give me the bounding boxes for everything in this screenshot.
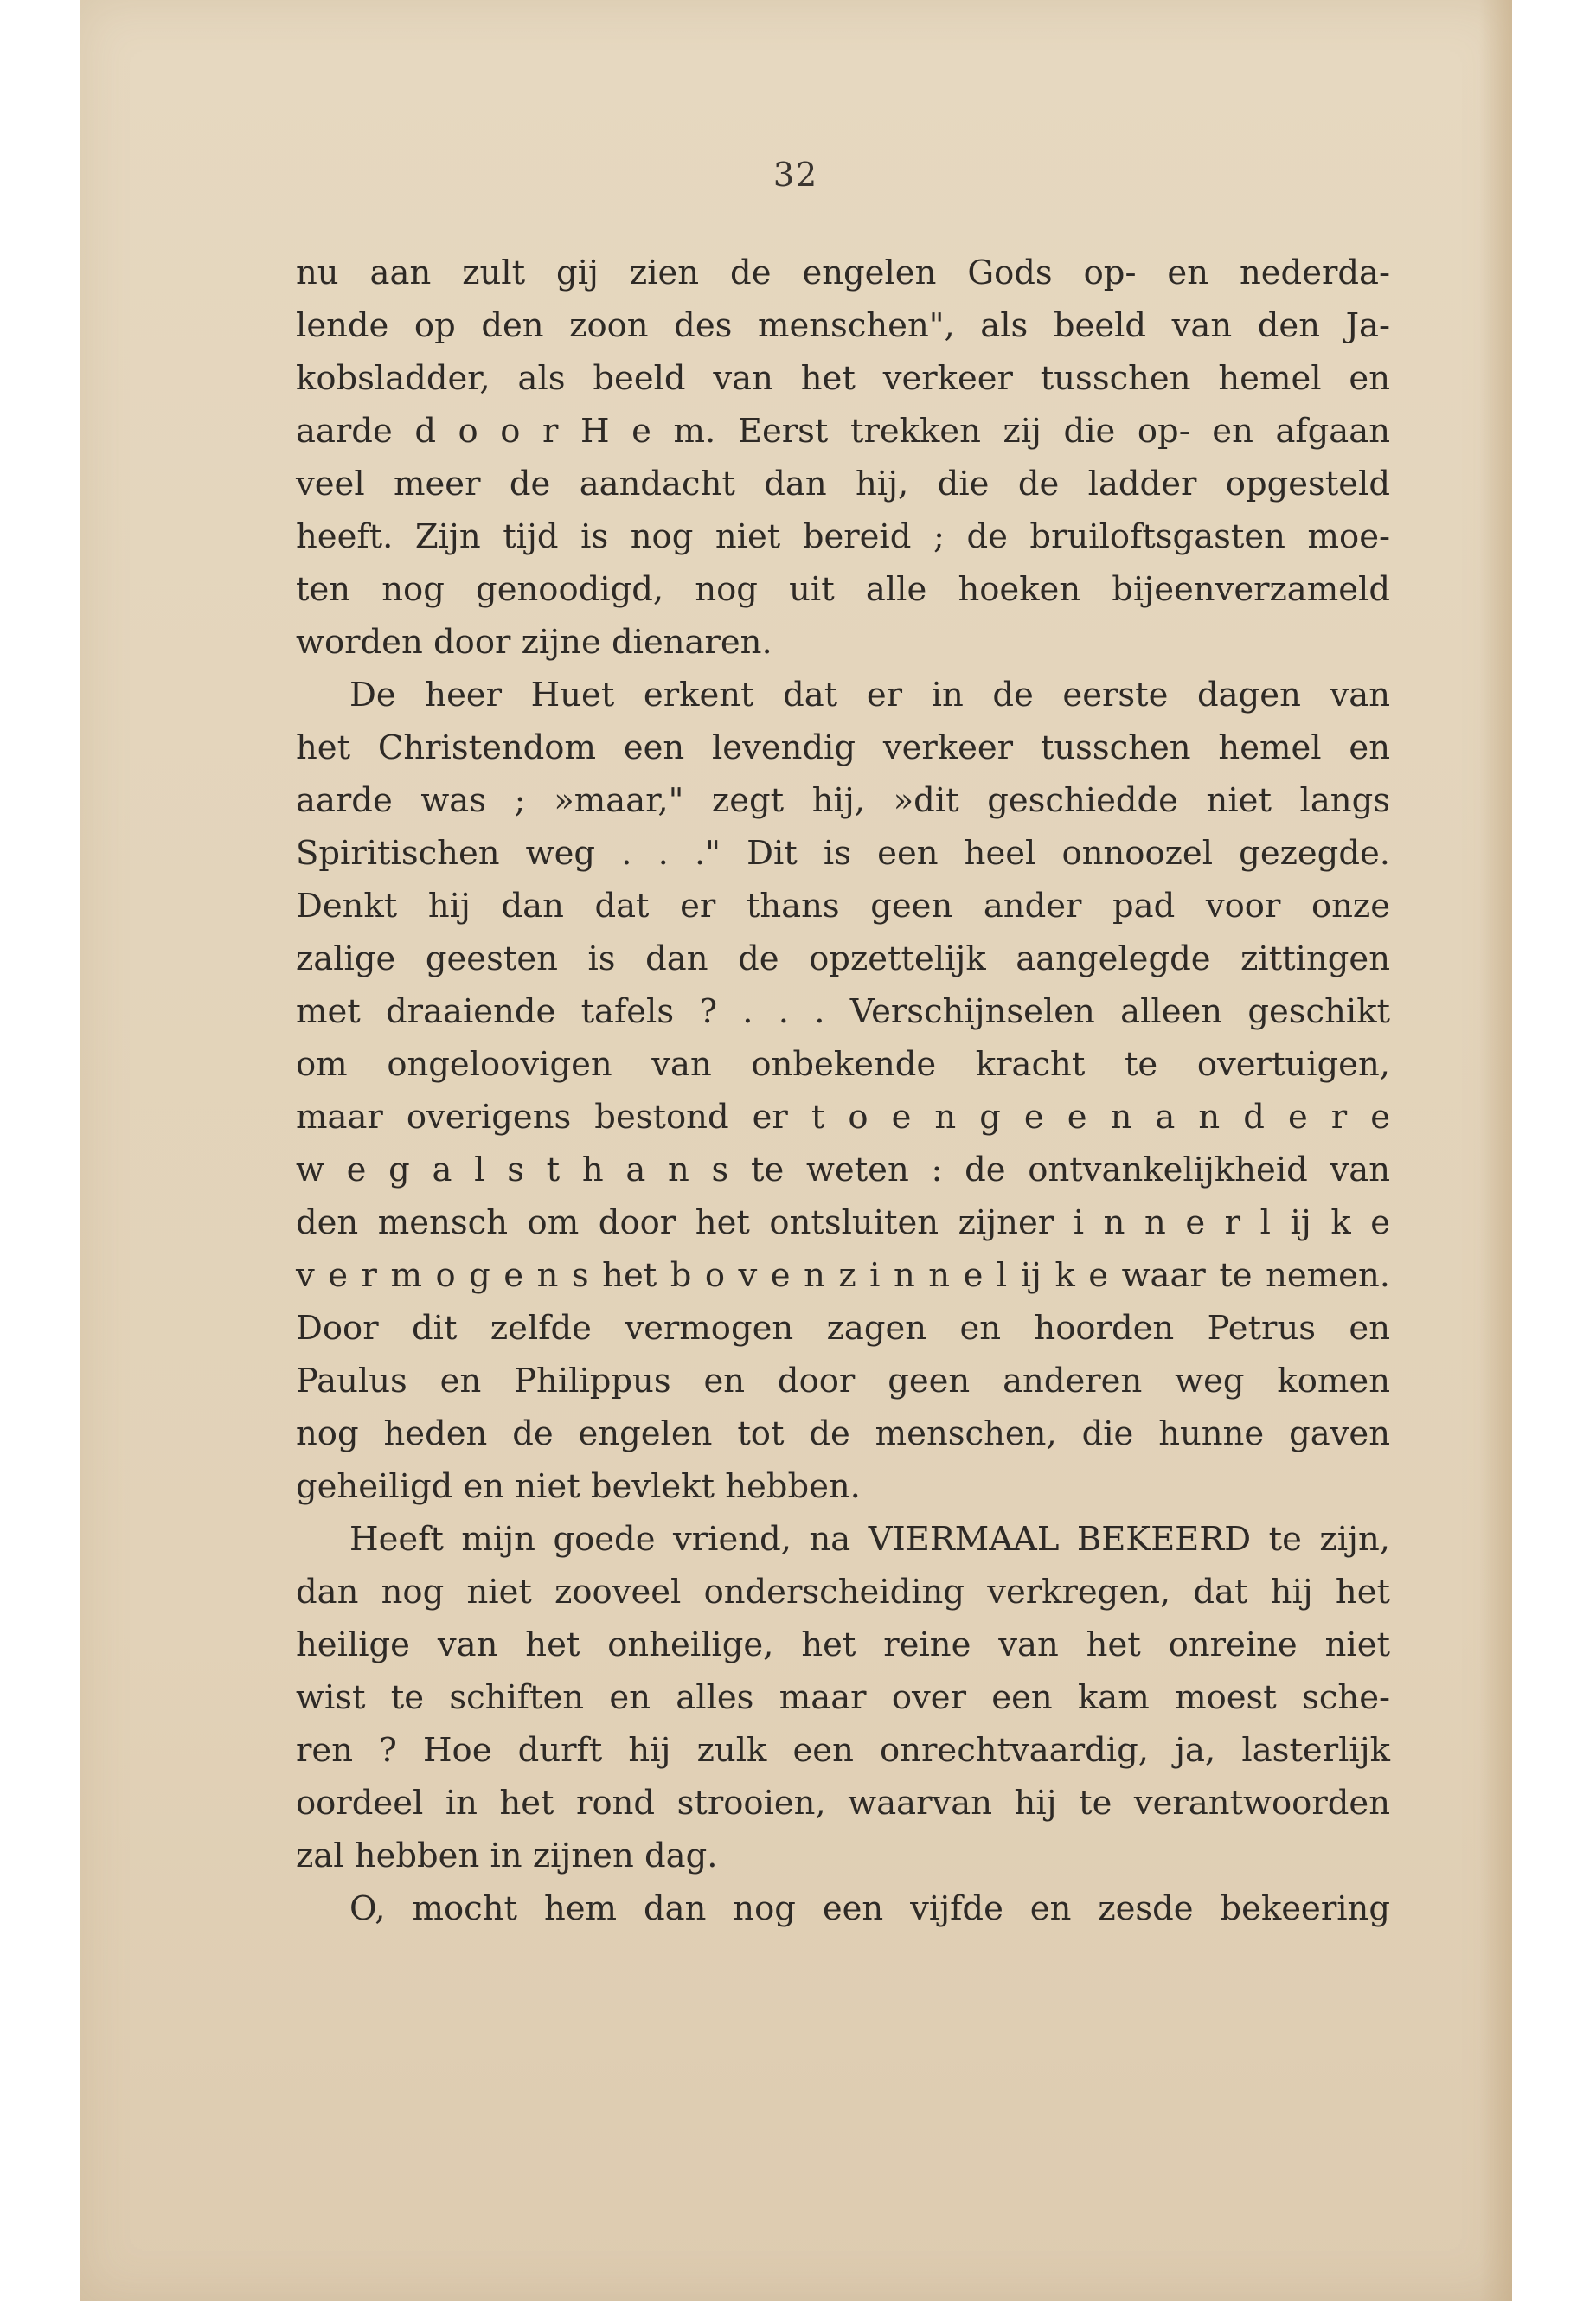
text-line: zal hebben in zijnen dag. xyxy=(296,1836,718,1875)
text-line: worden door zijne dienaren. xyxy=(296,623,772,662)
book-page xyxy=(80,0,1512,2301)
text-line: oordeel in het rond strooien, waarvan hij te verantwoorden xyxy=(296,1784,1390,1823)
text-line: Heeft mijn goede vriend, na VIERMAAL BEKEERD te zijn, xyxy=(349,1520,1390,1559)
text-line: wist te schiften en alles maar over een kam moest sche- xyxy=(296,1678,1390,1717)
text-line: met draaiende tafels ? . . . Verschijnselen alleen geschikt xyxy=(296,992,1390,1031)
text-line: den mensch om door het ontsluiten zijner i n n e r l ij k e xyxy=(296,1203,1390,1242)
page-number: 32 xyxy=(772,156,819,194)
text-line: heeft. Zijn tijd is nog niet bereid ; de bruiloftsgasten moe- xyxy=(296,517,1390,556)
text-line: veel meer de aandacht dan hij, die de ladder opgesteld xyxy=(296,465,1390,503)
text-line: het Christendom een levendig verkeer tusschen hemel en xyxy=(296,728,1390,767)
page-edge-shading xyxy=(1479,0,1512,2301)
text-line: v e r m o g e n s het b o v e n z i n n e l ij k e waar te nemen. xyxy=(296,1256,1390,1295)
text-line: om ongeloovigen van onbekende kracht te overtuigen, xyxy=(296,1045,1390,1084)
text-line: aarde d o o r H e m. Eerst trekken zij die op- en afgaan xyxy=(296,412,1390,451)
text-line: Paulus en Philippus en door geen anderen weg komen xyxy=(296,1362,1390,1400)
text-line: heilige van het onheilige, het reine van het onreine niet xyxy=(296,1625,1390,1664)
text-line: ten nog genoodigd, nog uit alle hoeken bijeenverzameld xyxy=(296,570,1390,609)
text-line: zalige geesten is dan de opzettelijk aangelegde zittingen xyxy=(296,939,1390,978)
body-text xyxy=(296,247,1390,1935)
text-line: aarde was ; »maar," zegt hij, »dit geschiedde niet langs xyxy=(296,781,1390,820)
text-line: Denkt hij dan dat er thans geen ander pad voor onze xyxy=(296,887,1390,926)
text-line: nu aan zult gij zien de engelen Gods op- en nederda- xyxy=(296,253,1390,292)
text-line: dan nog niet zooveel onderscheiding verkregen, dat hij het xyxy=(296,1573,1390,1612)
text-line: lende op den zoon des menschen", als beeld van den Ja- xyxy=(296,306,1390,345)
text-line: nog heden de engelen tot de menschen, die hunne gaven xyxy=(296,1414,1390,1453)
text-line: kobsladder, als beeld van het verkeer tusschen hemel en xyxy=(296,359,1390,398)
text-line: ren ? Hoe durft hij zulk een onrechtvaardig, ja, lasterlijk xyxy=(296,1731,1390,1770)
text-line: geheiligd en niet bevlekt hebben. xyxy=(296,1467,861,1506)
text-line: Spiritischen weg . . ." Dit is een heel onnoozel gezegde. xyxy=(296,834,1390,873)
text-line: O, mocht hem dan nog een vijfde en zesde bekeering xyxy=(349,1889,1390,1928)
text-line: De heer Huet erkent dat er in de eerste dagen van xyxy=(349,676,1390,715)
text-line: maar overigens bestond er t o e n g e e n a n d e r e xyxy=(296,1098,1390,1137)
text-line: w e g a l s t h a n s te weten : de ontvankelijkheid van xyxy=(296,1150,1390,1189)
text-line: Door dit zelfde vermogen zagen en hoorden Petrus en xyxy=(296,1309,1390,1348)
